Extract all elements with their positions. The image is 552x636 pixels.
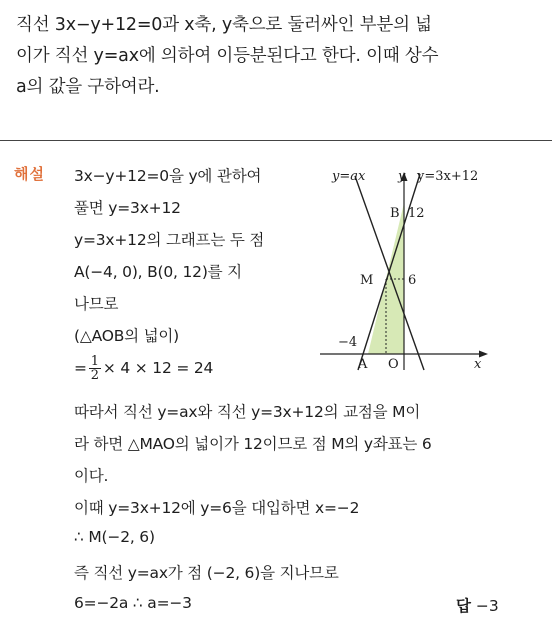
- fraction-denominator: 2: [90, 368, 99, 383]
- solution-line: 이다.: [74, 467, 109, 485]
- solution-line: 따라서 직선 y=ax와 직선 y=3x+12의 교점을 M이: [74, 403, 421, 421]
- section-divider: [0, 140, 552, 141]
- label-point-A: A: [358, 357, 368, 372]
- label-x-axis: x: [474, 357, 482, 372]
- solution-line: A(−4, 0), B(0, 12)를 지: [74, 263, 242, 281]
- solution-label: 해설: [14, 165, 45, 183]
- problem-text: [16, 10, 540, 103]
- label-line-ax: y=ax: [332, 169, 366, 184]
- label-point-M: M: [360, 273, 374, 288]
- solution-line: 3x−y+12=0을 y에 관하여: [74, 167, 262, 185]
- label-y12: 12: [408, 206, 425, 221]
- label-origin-O: O: [388, 357, 399, 372]
- solution-line: 라 하면 △MAO의 넓이가 12이므로 점 M의 y좌표는 6: [74, 435, 432, 453]
- solution-line: 풀면 y=3x+12: [74, 199, 181, 217]
- answer-value: −3: [475, 597, 499, 615]
- solution-line: 6=−2a ∴ a=−3: [74, 594, 192, 612]
- fraction-one-half: [89, 355, 101, 382]
- solution-line: 이때 y=3x+12에 y=6을 대입하면 x=−2: [74, 499, 360, 517]
- area-product: × 4 × 12 = 24: [102, 359, 214, 377]
- problem-line: 직선 3x−y+12=0과 x축, y축으로 둘러싸인 부분의 넓: [16, 15, 432, 35]
- fraction-numerator: 1: [90, 354, 99, 369]
- equals-sign: =: [74, 359, 87, 377]
- problem-line: 이가 직선 y=ax에 의하여 이등분된다고 한다. 이때 상수: [16, 46, 439, 66]
- solution-line: 나므로: [74, 295, 119, 313]
- solution-line: ∴ M(−2, 6): [74, 528, 155, 546]
- label-point-B: B: [390, 206, 400, 221]
- label-y-axis: y: [398, 169, 406, 184]
- problem-line: a의 값을 구하여라.: [16, 77, 160, 97]
- solution-line: 즉 직선 y=ax가 점 (−2, 6)을 지나므로: [74, 564, 339, 582]
- answer-label: 답: [456, 597, 471, 615]
- label-y6: 6: [408, 273, 417, 288]
- solution-line: (△AOB의 넓이): [74, 327, 180, 345]
- label-line-3x: y=3x+12: [417, 169, 479, 184]
- coordinate-graph: [318, 162, 496, 374]
- area-fraction-line: [74, 355, 213, 382]
- answer: [456, 594, 499, 616]
- solution-line: y=3x+12의 그래프는 두 점: [74, 231, 265, 249]
- label-x-neg4: −4: [338, 335, 358, 350]
